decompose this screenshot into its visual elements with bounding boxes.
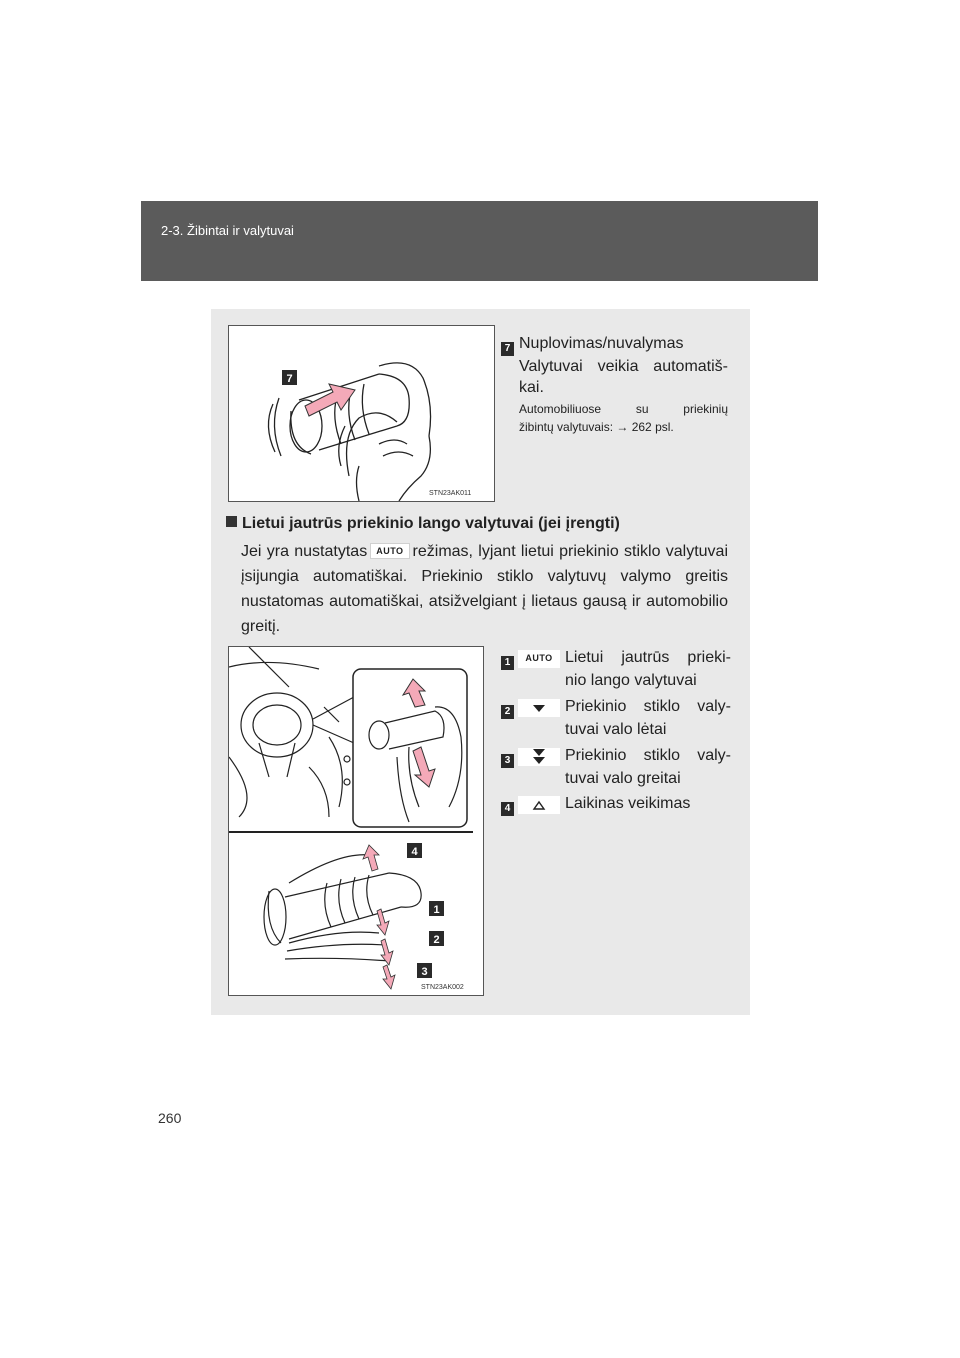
section-heading: Lietui jautrūs priekinio lango valytuvai (jei įrengti)	[226, 515, 620, 533]
mode-badge-4: 4	[501, 802, 514, 816]
mode-item-3: 3 Priekinio stiklo valy- tuvai valo greitai	[501, 748, 731, 792]
single-down-arrow-icon	[518, 699, 560, 717]
section-title: 2-3. Žibintai ir valytuvai	[161, 223, 294, 238]
figure-code: STN23AK002	[421, 984, 464, 991]
page-number: 260	[158, 1110, 182, 1126]
mode-badge-2: 2	[501, 705, 514, 719]
figure-callout-3: 3	[421, 966, 428, 978]
auto-mode-chip: AUTO	[370, 543, 409, 559]
auto-mode-chip: AUTO	[518, 650, 560, 668]
up-chevron-icon	[518, 796, 560, 814]
section-paragraph: Jei yra nustatytas AUTO režimas, lyjant lietui priekinio stiklo valytuvai įsijungia automatiškai. Priekinio stiklo valytuvų valymo greitis nustatomas automatiškai, atsižvelgiant į lietaus gausą ir automobilio greitį.	[241, 543, 729, 635]
item-7-note2: žibintų valytuvais: → 262 psl.	[519, 420, 674, 434]
item-7-line2: kai.	[519, 379, 544, 396]
content-panel	[211, 309, 750, 1015]
mode-item-2: 2 Priekinio stiklo valy- tuvai valo lėtai	[501, 699, 731, 743]
wash-lever-illustration	[228, 325, 495, 502]
wash-lever-drawing	[229, 326, 494, 501]
mode-item-1: 1 AUTO Lietui jautrūs prieki- nio lango valytuvai	[501, 650, 731, 694]
item-badge-7: 7	[501, 338, 514, 356]
item-7-line1: Valytuvai veikia automatiš-	[519, 358, 728, 375]
header-bar	[141, 201, 818, 281]
figure-callout-1: 1	[433, 904, 440, 916]
rain-sensing-wiper-drawing	[229, 647, 483, 995]
rain-sensing-wiper-illustration	[228, 646, 484, 996]
bullet-square-icon	[226, 516, 237, 527]
mode-item-4: 4 Laikinas veikimas	[501, 796, 731, 820]
figure-callout-7: 7	[286, 373, 293, 385]
mode-badge-3: 3	[501, 754, 514, 768]
item-7-title: Nuplovimas/nuvalymas	[519, 335, 684, 352]
figure-callout-4: 4	[411, 846, 418, 858]
mode-badge-1: 1	[501, 656, 514, 670]
figure-callout-2: 2	[433, 934, 440, 946]
item-7-note1: Automobiliuose su priekinių	[519, 402, 728, 416]
double-down-arrow-icon	[518, 748, 560, 766]
figure-code: STN23AK011	[429, 490, 472, 497]
